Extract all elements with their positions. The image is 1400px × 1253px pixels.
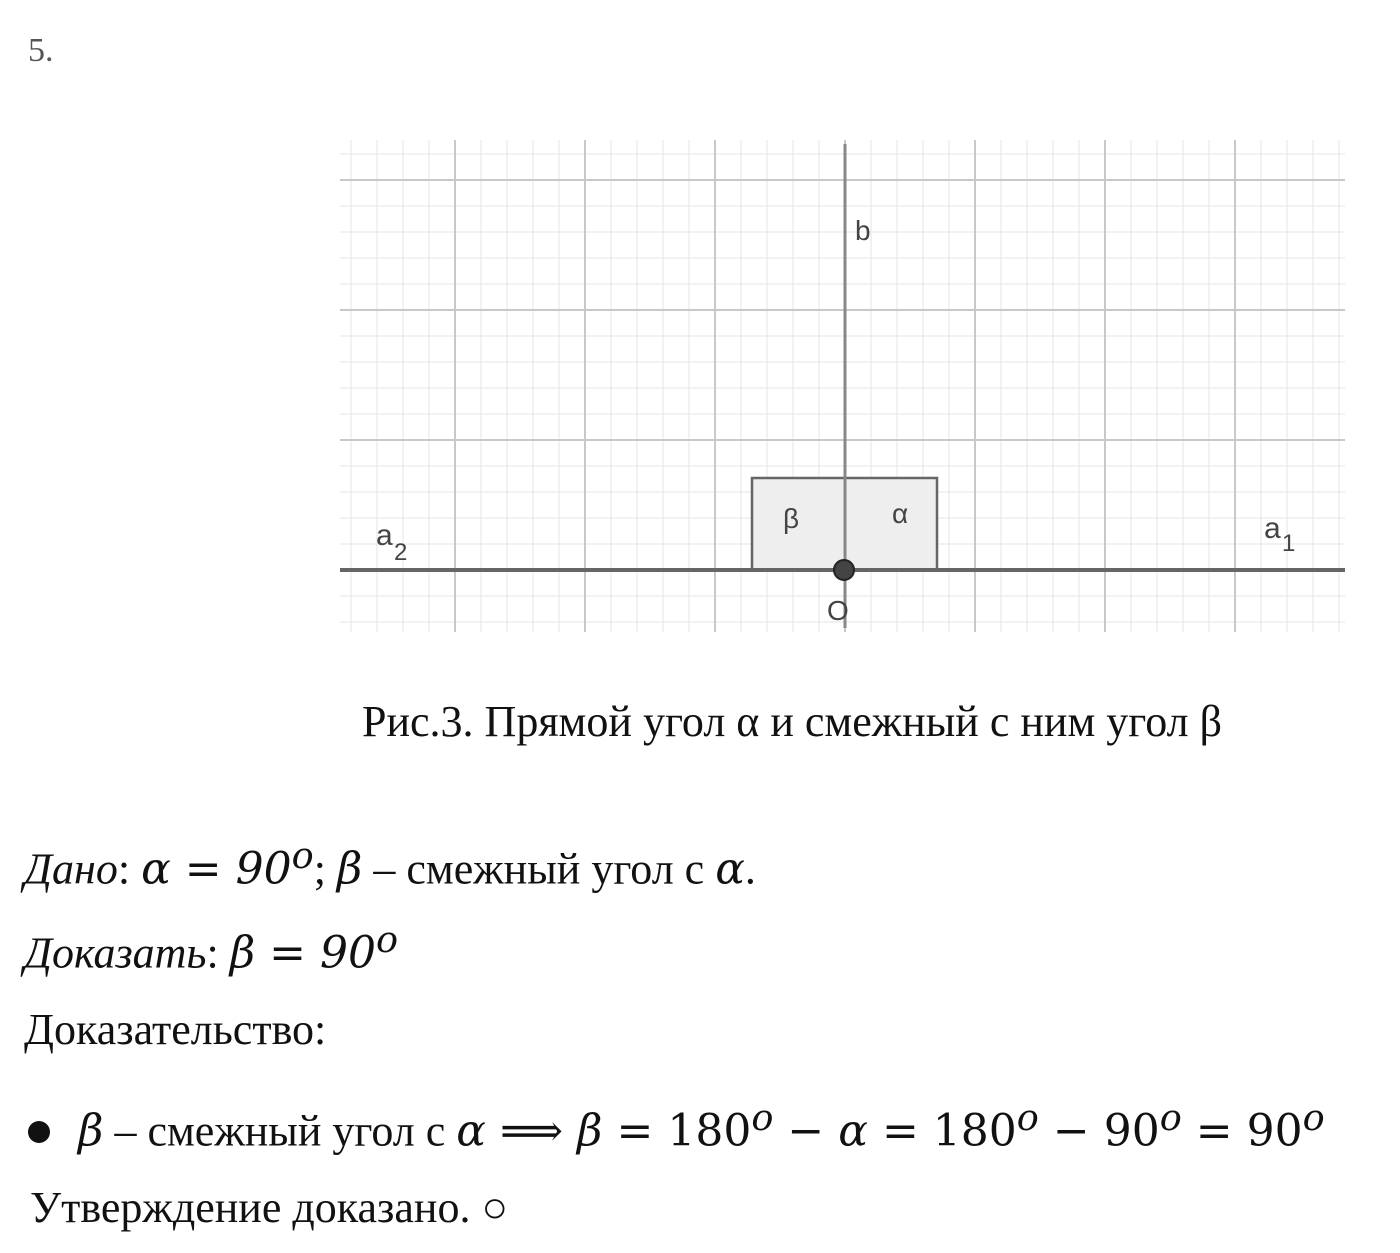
proof-label: Доказательство: (24, 1005, 327, 1054)
given-math-alpha: α = 90 (141, 843, 292, 895)
given-math-beta: β (336, 843, 363, 895)
label-beta: β (783, 503, 800, 534)
figure-caption: Рис.3. Прямой угол α и смежный с ним угол β (362, 697, 1223, 746)
task-number: 5. (28, 32, 54, 69)
figure-canvas (340, 140, 1345, 632)
given-colon: : (117, 844, 131, 894)
label-b: b (855, 215, 871, 246)
implies-sign: ⟹ (485, 1105, 578, 1157)
label-a2-sub: 2 (394, 539, 408, 566)
step-eq-3: = 90 (1181, 1105, 1303, 1157)
bullet-icon (28, 1121, 50, 1143)
step-beta-2: β (577, 1105, 603, 1157)
given-end: . (744, 844, 756, 894)
given-label: Дано (24, 844, 118, 894)
degree-sign: o (751, 1096, 774, 1139)
step-eq-2: = 180 (867, 1105, 1017, 1157)
step-beta: β (78, 1105, 104, 1157)
degree-sign: o (375, 918, 399, 961)
step-alpha: α (456, 1105, 486, 1157)
conclusion: Утверждение доказано. ○ (30, 1183, 509, 1232)
degree-sign: o (1016, 1096, 1039, 1139)
degree-sign: o (1302, 1096, 1325, 1139)
step-minus-90: − 90 (1038, 1105, 1160, 1157)
given-line (24, 834, 756, 895)
degree-sign: o (1159, 1096, 1182, 1139)
prove-line (24, 918, 398, 979)
label-alpha: α (892, 498, 909, 529)
label-a1-sub: 1 (1282, 530, 1296, 557)
given-text: – смежный угол с (362, 844, 716, 894)
given-separator: ; (313, 844, 337, 894)
step-text-1: – смежный угол с (103, 1106, 457, 1156)
label-a2: a (376, 519, 393, 552)
prove-colon: : (206, 928, 219, 978)
label-a1: a (1264, 512, 1281, 545)
prove-math: β = 90 (229, 927, 376, 979)
point-o (834, 560, 854, 580)
given-math-alpha-2: α (715, 843, 745, 895)
prove-label: Доказать (24, 928, 207, 978)
geometry-figure (340, 140, 1345, 632)
proof-step (28, 1096, 1325, 1157)
degree-sign: o (291, 834, 314, 877)
step-minus: − (773, 1105, 839, 1157)
step-alpha-2: α (838, 1105, 868, 1157)
step-eq-1: = 180 (602, 1105, 752, 1157)
label-o: O (827, 595, 849, 626)
